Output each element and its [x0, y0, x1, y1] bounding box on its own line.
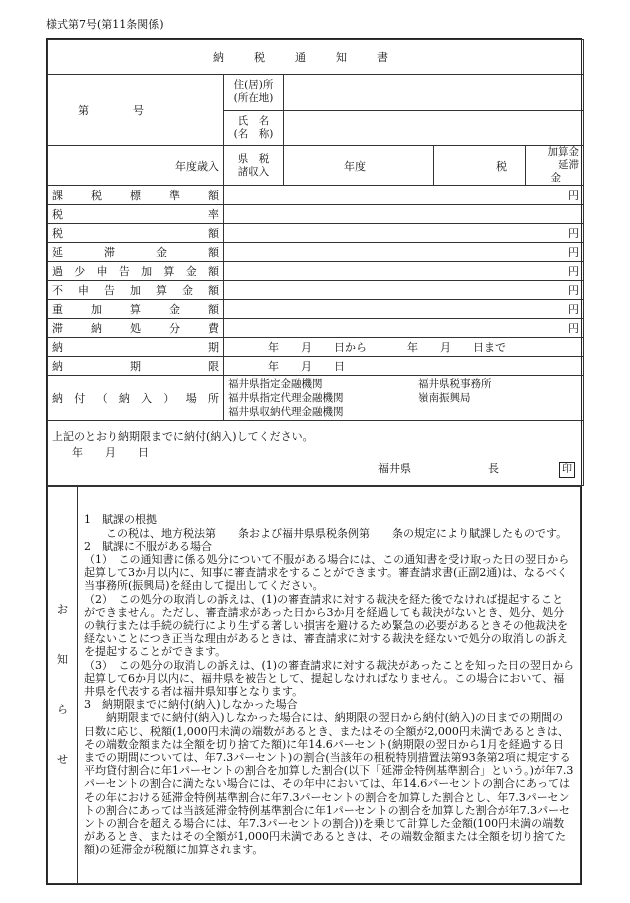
row-label: 延 滞 金 額	[48, 243, 224, 262]
row-label: 重 加 算 金 額	[48, 300, 224, 319]
name-label: 氏 名 (名 称)	[224, 110, 284, 146]
addition-delinquent: 加算金 延滞金	[526, 146, 584, 186]
table-row	[48, 205, 584, 224]
row-unit: 円	[224, 262, 584, 281]
row-label: 過少申告加算金額	[48, 262, 224, 281]
row-unit: 円	[224, 186, 584, 205]
notice-section	[47, 486, 581, 884]
payment-place-label: 納付（納入）場所	[48, 376, 224, 421]
name-value	[284, 110, 584, 146]
row-unit	[224, 205, 584, 224]
deadline-label: 納 期 限	[48, 357, 224, 376]
payment-place-value: 福井県指定金融機関 福井県指定代理金融機関 福井県収納代理金融機関 福井県税事務所 嶺南振興局	[224, 376, 584, 421]
table-row	[48, 243, 584, 262]
row-label: 税 率	[48, 205, 224, 224]
notice-heading: 3 納期限までに納付(納入)しなかった場合	[84, 698, 298, 712]
document-title: 納税通知書	[48, 40, 584, 75]
row-label: 課 税 標 準 額	[48, 186, 224, 205]
statement-date: 年 月 日	[72, 445, 149, 459]
statement-signer: 福井県 長 印	[52, 461, 579, 478]
form-label: 様式第7号(第11条関係)	[46, 18, 164, 31]
notice-text: この税は、地方税法第 条および福井県県税条例第 条の規定により賦課したものです。	[84, 526, 568, 540]
deadline-value: 年 月 日	[224, 357, 584, 376]
row-unit: 円	[224, 243, 584, 262]
row-unit: 円	[224, 319, 584, 338]
row-unit: 円	[224, 281, 584, 300]
notice-heading: 1 賦課の根拠	[84, 513, 157, 527]
payment-period-label: 納 期	[48, 338, 224, 357]
notice-text: （2） この処分の取消しの訴えは、(1)の審査請求に対する裁決を経た後でなければ提起することができません。ただし、審査請求があった日から3か月を経過しても裁決がないとき、処分、処分の執行または手続の続行により生ずる著しい損害を避けるため緊急の必要があるときその他裁決を経ないことにつき正当な理由があるときは、審査請求に対する裁決を経ないで処分の取消しの訴えを提起することができます。	[84, 592, 568, 659]
tax-notice-form	[46, 38, 582, 885]
notice-heading: 2 賦課に不服がある場合	[84, 539, 212, 553]
row-label: 税 額	[48, 224, 224, 243]
form-grid	[47, 39, 584, 486]
table-row	[48, 262, 584, 281]
row-label: 滞 納 処 分 費	[48, 319, 224, 338]
fiscal-year-income: 年度歳入	[48, 146, 224, 186]
address-value	[284, 75, 584, 111]
address-label: 住(居)所 (所在地)	[224, 75, 284, 111]
table-row	[48, 300, 584, 319]
seal-icon: 印	[559, 462, 575, 478]
row-unit: 円	[224, 300, 584, 319]
notice-text: （3） この処分の取消しの訴えは、(1)の審査請求に対する裁決があったことを知った日の翌日から起算して6か月以内に、福井県を被告として、提起しなければなりません。この場合において、福井県を代表する者は福井県知事となります。	[84, 658, 574, 698]
row-unit: 円	[224, 224, 584, 243]
row-label: 不申告加算金額	[48, 281, 224, 300]
table-row	[48, 186, 584, 205]
statement	[48, 421, 584, 486]
notice-side-label: お 知 ら せ	[48, 487, 78, 884]
notice-text: 納期限までに納付(納入)しなかった場合には、納期限の翌日から納付(納入)の日までの期間の日数に応じ、税額(1,000円未満の端数があるとき、またはその全額が2,000円未満であるときは、その端数金額または全額を切り捨てた額)に年14.6パーセント(納期限の翌日から1月を経過する日までの期間については、年7.3パーセント)の割合(当該年の租税特別措置法第93条第2項に規定する平均貸付割合に年1パーセントの割合を加算した割合(以下「延滞金特例基準割合」という。)が年7.3パーセントの割合に満たない場合には、その年中においては、年14.6パーセントの割合にあってはその年における延滞金特例基準割合に年7.3パーセントの割合を加算した割合とし、年7.3パーセントの割合にあっては当該延滞金特例基準割合に年1パーセントの割合を加算した割合が年7.3パーセントの割合を超える場合には、年7.3パーセントの割合))を乗じて計算した金額(100円未満の端数があるとき、またはその全額が1,000円未満であるときは、その端数金額または全額を切り捨てた額)の延滞金が税額に加算されます。	[84, 711, 574, 857]
tax-kind: 税	[434, 146, 526, 186]
statement-line: 上記のとおり納期限までに納付(納入)してください。	[52, 429, 314, 443]
notice-text: （1） この通知書に係る処分について不服がある場合には、この通知書を受け取った日の翌日から起算して3か月以内に、知事に審査請求をすることができます。審査請求書(正副2通)は、なるべく当事務所(振興局)を経由して提出してください。	[84, 552, 570, 593]
fiscal-year: 年度	[284, 146, 434, 186]
pref-tax-label: 県 税 諸収入	[224, 146, 284, 186]
table-row	[48, 281, 584, 300]
table-row	[48, 319, 584, 338]
notice-body	[78, 487, 581, 884]
payment-period-value: 年 月 日から 年 月 日まで	[224, 338, 584, 357]
table-row	[48, 224, 584, 243]
number-label: 第 号	[48, 75, 224, 146]
